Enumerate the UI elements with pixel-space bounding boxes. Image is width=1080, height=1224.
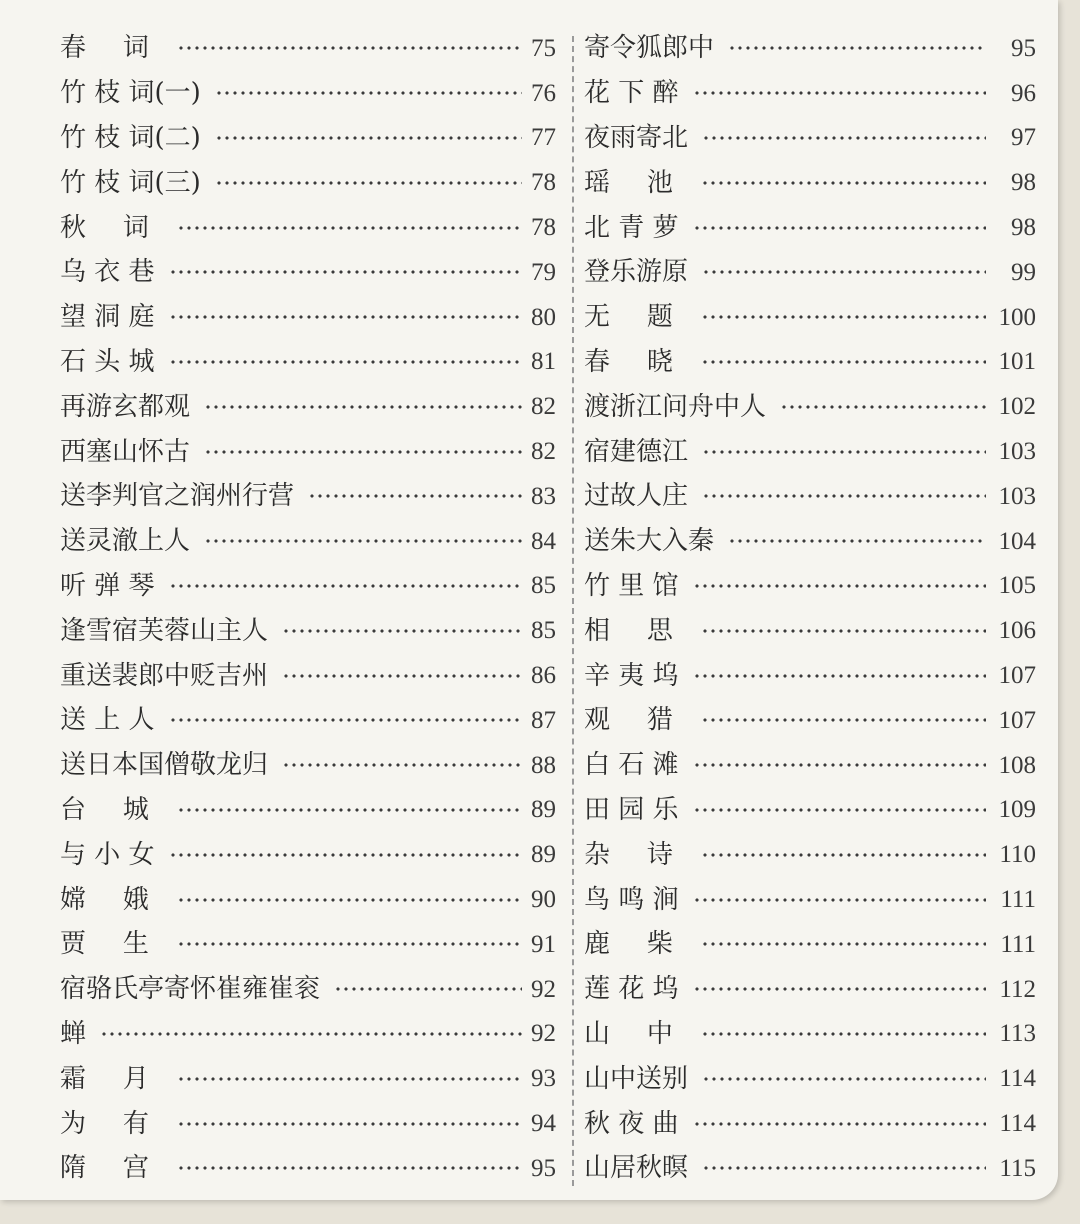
toc-entry-title: 石 头 城 xyxy=(60,346,155,377)
dot-leader xyxy=(177,1076,522,1082)
toc-entry-page-number: 90 xyxy=(531,886,556,914)
toc-entry[interactable] xyxy=(584,698,1036,743)
toc-entry-page-number: 84 xyxy=(531,527,556,555)
dot-leader xyxy=(169,717,522,723)
toc-entry-page-number: 98 xyxy=(1011,214,1036,242)
toc-entry-page-number: 82 xyxy=(531,393,556,421)
dot-leader xyxy=(701,628,986,634)
toc-entry[interactable] xyxy=(584,250,1036,295)
toc-entry-page-number: 85 xyxy=(531,617,556,645)
toc-entry[interactable] xyxy=(60,160,556,205)
toc-entry-title: 田 园 乐 xyxy=(584,794,679,825)
toc-entry-title: 重送裴郎中贬吉州 xyxy=(60,660,269,691)
toc-entry-page-number: 108 xyxy=(998,751,1036,779)
toc-entry[interactable] xyxy=(584,877,1036,922)
toc-entry[interactable] xyxy=(584,1146,1036,1191)
toc-entry-title: 秋 夜 曲 xyxy=(584,1108,679,1139)
toc-entry-title: 白 石 滩 xyxy=(584,750,679,781)
toc-entry[interactable] xyxy=(60,205,556,250)
dot-leader xyxy=(693,583,986,589)
dot-leader xyxy=(215,90,522,96)
toc-entry-title: 竹 里 馆 xyxy=(584,570,679,601)
toc-entry-title: 逢雪宿芙蓉山主人 xyxy=(60,615,269,646)
toc-entry-page-number: 83 xyxy=(531,482,556,510)
dot-leader xyxy=(693,897,986,903)
toc-entry-page-number: 76 xyxy=(531,79,556,107)
toc-entry[interactable] xyxy=(584,340,1036,385)
toc-entry-page-number: 103 xyxy=(998,482,1036,510)
toc-entry-title: 宿骆氏亭寄怀崔雍崔衮 xyxy=(60,974,321,1005)
dot-leader xyxy=(702,1076,986,1082)
toc-entry-title: 观 猎 xyxy=(584,705,688,736)
toc-entry[interactable] xyxy=(60,295,556,340)
toc-entry[interactable] xyxy=(584,384,1036,429)
toc-entry[interactable] xyxy=(584,1056,1036,1101)
toc-entry[interactable] xyxy=(60,608,556,653)
dot-leader xyxy=(728,538,986,544)
toc-entry-title: 送日本国僧敬龙归 xyxy=(60,750,269,781)
toc-entry-title: 寄令狐郎中 xyxy=(584,33,715,64)
toc-entry-page-number: 78 xyxy=(531,169,556,197)
dot-leader xyxy=(780,404,986,410)
toc-entry-title: 竹 枝 词(一) xyxy=(60,78,201,109)
toc-entry-page-number: 94 xyxy=(531,1110,556,1138)
dot-leader xyxy=(169,359,522,365)
toc-entry-title: 过故人庄 xyxy=(584,481,689,512)
toc-entry-page-number: 106 xyxy=(998,617,1036,645)
dot-leader xyxy=(169,852,522,858)
toc-entry[interactable] xyxy=(60,1056,556,1101)
toc-entry-title: 竹 枝 词(三) xyxy=(60,167,201,198)
toc-entry[interactable] xyxy=(60,519,556,564)
toc-entry-title: 乌 衣 巷 xyxy=(60,257,155,288)
dot-leader xyxy=(177,1121,522,1127)
toc-entry-page-number: 89 xyxy=(531,841,556,869)
dot-leader xyxy=(204,538,522,544)
toc-entry-title: 杂 诗 xyxy=(584,839,688,870)
toc-entry-page-number: 86 xyxy=(531,662,556,690)
dot-leader xyxy=(215,180,522,186)
toc-entry-page-number: 92 xyxy=(531,1020,556,1048)
toc-entry-page-number: 99 xyxy=(1011,258,1036,286)
toc-entry-title: 山居秋暝 xyxy=(584,1153,689,1184)
toc-entry-title: 送 上 人 xyxy=(60,705,155,736)
dot-leader xyxy=(702,269,986,275)
toc-entry[interactable] xyxy=(584,519,1036,564)
toc-entry[interactable] xyxy=(60,116,556,161)
toc-entry[interactable] xyxy=(60,1012,556,1057)
toc-entry-title: 送李判官之润州行营 xyxy=(60,481,295,512)
toc-entry-page-number: 81 xyxy=(531,348,556,376)
dot-leader xyxy=(702,135,986,141)
toc-entry-title: 辛 夷 坞 xyxy=(584,660,679,691)
toc-entry-page-number: 96 xyxy=(1011,79,1036,107)
toc-entry[interactable] xyxy=(60,71,556,116)
toc-entry[interactable] xyxy=(584,71,1036,116)
dot-leader xyxy=(204,449,522,455)
toc-left-column xyxy=(60,26,556,1191)
toc-entry[interactable] xyxy=(60,698,556,743)
toc-entry[interactable] xyxy=(60,832,556,877)
toc-entry[interactable] xyxy=(60,967,556,1012)
toc-entry-page-number: 111 xyxy=(1000,886,1036,914)
toc-entry[interactable] xyxy=(584,160,1036,205)
toc-entry[interactable] xyxy=(584,205,1036,250)
dot-leader xyxy=(728,45,986,51)
dot-leader xyxy=(693,225,986,231)
toc-entry-title: 听 弹 琴 xyxy=(60,570,155,601)
toc-entry-page-number: 97 xyxy=(1011,124,1036,152)
dot-leader xyxy=(282,628,522,634)
dot-leader xyxy=(169,269,522,275)
toc-entry-title: 秋 词 xyxy=(60,212,164,243)
toc-entry-page-number: 111 xyxy=(1000,930,1036,958)
dot-leader xyxy=(693,1121,986,1127)
toc-entry-page-number: 78 xyxy=(531,214,556,242)
toc-entry[interactable] xyxy=(60,384,556,429)
toc-entry[interactable] xyxy=(584,832,1036,877)
toc-entry-title: 与 小 女 xyxy=(60,839,155,870)
toc-entry[interactable] xyxy=(60,877,556,922)
toc-entry-page-number: 89 xyxy=(531,796,556,824)
toc-entry-title: 鸟 鸣 涧 xyxy=(584,884,679,915)
toc-entry-page-number: 92 xyxy=(531,975,556,1003)
toc-entry-page-number: 101 xyxy=(998,348,1036,376)
toc-entry-title: 北 青 萝 xyxy=(584,212,679,243)
toc-entry-title: 夜雨寄北 xyxy=(584,122,689,153)
toc-entry[interactable] xyxy=(584,564,1036,609)
dot-leader xyxy=(701,314,986,320)
dot-leader xyxy=(177,897,522,903)
toc-entry[interactable] xyxy=(584,608,1036,653)
toc-entry[interactable] xyxy=(584,1012,1036,1057)
toc-entry-page-number: 82 xyxy=(531,438,556,466)
toc-entry-page-number: 88 xyxy=(531,751,556,779)
toc-entry-title: 贾 生 xyxy=(60,929,164,960)
dot-leader xyxy=(693,673,986,679)
toc-entry-title: 山 中 xyxy=(584,1018,688,1049)
toc-entry[interactable] xyxy=(584,429,1036,474)
toc-entry-page-number: 75 xyxy=(531,34,556,62)
dot-leader xyxy=(177,941,522,947)
toc-entry-page-number: 113 xyxy=(999,1020,1036,1048)
dot-leader xyxy=(177,45,522,51)
toc-entry-page-number: 102 xyxy=(998,393,1036,421)
dot-leader xyxy=(334,986,522,992)
dot-leader xyxy=(282,762,522,768)
toc-entry-page-number: 115 xyxy=(999,1154,1036,1182)
toc-entry-title: 宿建德江 xyxy=(584,436,689,467)
toc-entry-title: 竹 枝 词(二) xyxy=(60,122,201,153)
toc-entry-title: 相 思 xyxy=(584,615,688,646)
toc-entry-page-number: 95 xyxy=(1011,34,1036,62)
toc-entry-page-number: 85 xyxy=(531,572,556,600)
toc-entry[interactable] xyxy=(60,429,556,474)
dot-leader xyxy=(701,852,986,858)
toc-entry-title: 瑶 池 xyxy=(584,167,688,198)
dot-leader xyxy=(693,807,986,813)
dot-leader xyxy=(701,359,986,365)
toc-entry[interactable] xyxy=(584,653,1036,698)
toc-entry-title: 蝉 xyxy=(60,1018,87,1049)
toc-entry-page-number: 87 xyxy=(531,706,556,734)
dot-leader xyxy=(100,1031,522,1037)
toc-entry-title: 嫦 娥 xyxy=(60,884,164,915)
dot-leader xyxy=(701,941,986,947)
toc-entry[interactable] xyxy=(60,26,556,71)
toc-entry-title: 春 晓 xyxy=(584,346,688,377)
toc-entry-page-number: 93 xyxy=(531,1065,556,1093)
toc-entry[interactable] xyxy=(584,788,1036,833)
toc-entry-title: 送灵澈上人 xyxy=(60,526,191,557)
dot-leader xyxy=(702,493,986,499)
toc-entry-page-number: 95 xyxy=(531,1154,556,1182)
dot-leader xyxy=(177,1165,522,1171)
dot-leader xyxy=(169,583,522,589)
toc-entry-title: 再游玄都观 xyxy=(60,391,191,422)
toc-entry[interactable] xyxy=(584,26,1036,71)
toc-entry-title: 隋 宫 xyxy=(60,1153,164,1184)
toc-entry-page-number: 114 xyxy=(999,1065,1036,1093)
toc-entry-page-number: 112 xyxy=(999,975,1036,1003)
toc-entry[interactable] xyxy=(60,340,556,385)
toc-entry[interactable] xyxy=(60,653,556,698)
toc-entry-page-number: 77 xyxy=(531,124,556,152)
dot-leader xyxy=(702,1165,986,1171)
toc-entry-page-number: 109 xyxy=(998,796,1036,824)
toc-entry-title: 渡浙江问舟中人 xyxy=(584,391,767,422)
toc-entry-page-number: 98 xyxy=(1011,169,1036,197)
toc-entry-page-number: 107 xyxy=(998,706,1036,734)
toc-entry[interactable] xyxy=(60,1146,556,1191)
toc-entry-page-number: 105 xyxy=(998,572,1036,600)
toc-entry[interactable] xyxy=(60,922,556,967)
dot-leader xyxy=(693,762,986,768)
toc-entry[interactable] xyxy=(584,1101,1036,1146)
dot-leader xyxy=(702,449,986,455)
toc-entry[interactable] xyxy=(584,922,1036,967)
toc-entry-title: 台 城 xyxy=(60,794,164,825)
toc-entry-title: 莲 花 坞 xyxy=(584,974,679,1005)
column-divider xyxy=(572,36,574,1186)
dot-leader xyxy=(693,986,986,992)
dot-leader xyxy=(177,225,522,231)
toc-entry-title: 花 下 醉 xyxy=(584,78,679,109)
toc-entry-title: 送朱大入秦 xyxy=(584,526,715,557)
toc-entry[interactable] xyxy=(584,295,1036,340)
dot-leader xyxy=(701,1031,986,1037)
toc-entry-page-number: 80 xyxy=(531,303,556,331)
dot-leader xyxy=(308,493,522,499)
dot-leader xyxy=(215,135,522,141)
dot-leader xyxy=(204,404,522,410)
toc-entry-title: 望 洞 庭 xyxy=(60,302,155,333)
toc-entry-page-number: 107 xyxy=(998,662,1036,690)
toc-right-column xyxy=(584,26,1036,1191)
dot-leader xyxy=(282,673,522,679)
toc-entry-page-number: 110 xyxy=(999,841,1036,869)
toc-entry[interactable] xyxy=(584,743,1036,788)
toc-entry-page-number: 91 xyxy=(531,930,556,958)
toc-entry-title: 无 题 xyxy=(584,302,688,333)
toc-entry[interactable] xyxy=(60,788,556,833)
toc-entry-title: 霜 月 xyxy=(60,1063,164,1094)
toc-entry[interactable] xyxy=(584,474,1036,519)
toc-entry[interactable] xyxy=(60,250,556,295)
toc-entry-page-number: 100 xyxy=(998,303,1036,331)
toc-entry-title: 为 有 xyxy=(60,1108,164,1139)
dot-leader xyxy=(169,314,522,320)
toc-entry-page-number: 79 xyxy=(531,258,556,286)
toc-entry[interactable] xyxy=(60,743,556,788)
dot-leader xyxy=(701,180,986,186)
toc-entry[interactable] xyxy=(584,116,1036,161)
dot-leader xyxy=(693,90,986,96)
toc-entry[interactable] xyxy=(584,967,1036,1012)
toc-entry-title: 山中送别 xyxy=(584,1063,689,1094)
toc-entry-page-number: 103 xyxy=(998,438,1036,466)
toc-entry-page-number: 104 xyxy=(998,527,1036,555)
toc-entry-title: 春 词 xyxy=(60,33,164,64)
toc-entry[interactable] xyxy=(60,1101,556,1146)
toc-entry[interactable] xyxy=(60,474,556,519)
toc-entry[interactable] xyxy=(60,564,556,609)
toc-entry-title: 登乐游原 xyxy=(584,257,689,288)
toc-entry-page-number: 114 xyxy=(999,1110,1036,1138)
dot-leader xyxy=(177,807,522,813)
toc-entry-title: 西塞山怀古 xyxy=(60,436,191,467)
dot-leader xyxy=(701,717,986,723)
toc-entry-title: 鹿 柴 xyxy=(584,929,688,960)
